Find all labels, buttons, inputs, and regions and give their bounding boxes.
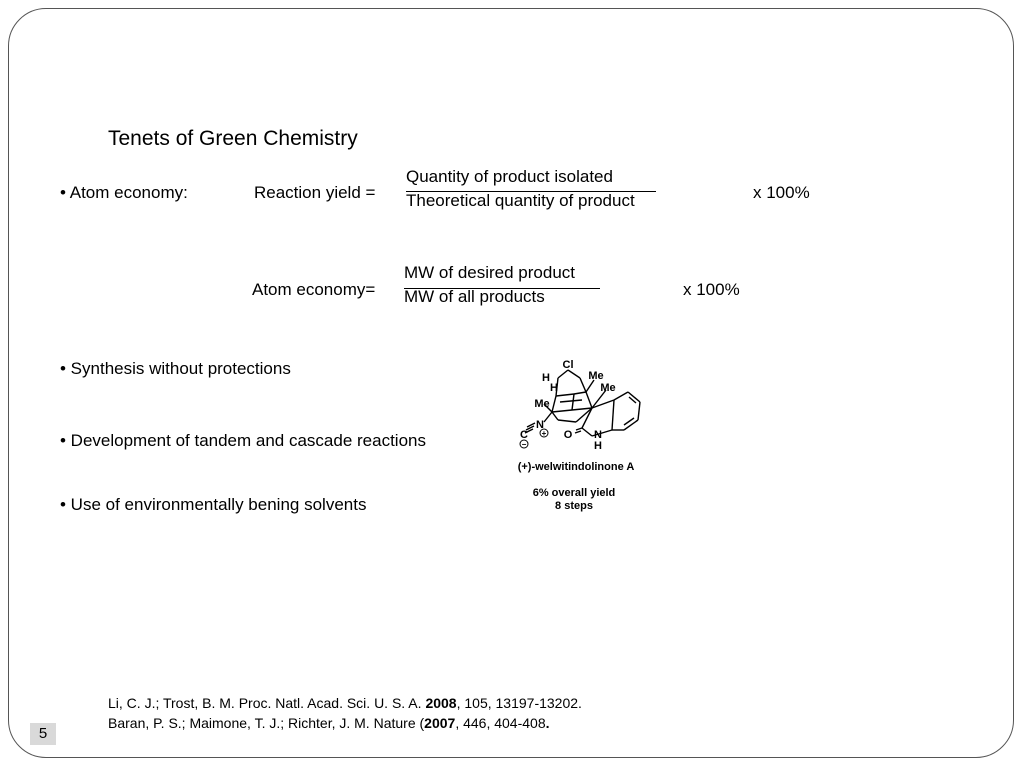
- reference-2-year: 2007: [424, 715, 456, 731]
- reaction-yield-multiplier: x 100%: [753, 183, 810, 202]
- atom-economy-numerator: MW of desired product: [404, 263, 576, 282]
- reference-1-details: , 105, 13197-13202.: [456, 695, 582, 711]
- bullet-solvents: • Use of environmentally bening solvents: [60, 495, 367, 514]
- reaction-yield-denominator: Theoretical quantity of product: [406, 191, 635, 210]
- reference-1-authors: Li, C. J.; Trost, B. M. Proc. Natl. Acad. Sci. U. S. A.: [108, 695, 426, 711]
- reference-2: [108, 715, 550, 731]
- bullet-synthesis: • Synthesis without protections: [60, 359, 291, 378]
- reference-2-authors: Baran, P. S.; Maimone, T. J.; Richter, J. M. Nature (: [108, 715, 425, 731]
- atom-cl-label: Cl: [562, 359, 574, 371]
- atom-me3-label: Me: [534, 398, 550, 410]
- positive-charge-label: +: [541, 429, 547, 438]
- atom-amide-n-label: N: [594, 429, 602, 441]
- bullet-tandem: • Development of tandem and cascade reactions: [60, 431, 426, 450]
- reference-1: [108, 695, 582, 711]
- atom-me1-label: Me: [588, 370, 604, 382]
- molecule-yield: 6% overall yield: [532, 487, 616, 499]
- reaction-yield-numerator: Quantity of product isolated: [406, 167, 613, 186]
- atom-economy-denominator: MW of all products: [404, 287, 545, 306]
- reference-1-year: 2008: [425, 695, 457, 711]
- bullet-atom-economy: • Atom economy:: [60, 183, 188, 202]
- reference-2-end: .: [545, 715, 550, 731]
- atom-isonitrile-c-label: C: [520, 429, 528, 441]
- welwitindolinone-structure: [500, 352, 660, 522]
- atom-me2-label: Me: [600, 382, 616, 394]
- atom-isonitrile-n-label: N: [536, 419, 544, 431]
- page-number: 5: [30, 723, 56, 745]
- slide-title: Tenets of Green Chemistry: [108, 127, 358, 150]
- atom-economy-label: Atom economy=: [252, 280, 376, 299]
- negative-charge-label: −: [521, 440, 527, 449]
- reference-2-details: , 446, 404-408: [455, 715, 546, 731]
- atom-h2-label: H: [550, 382, 558, 394]
- atom-economy-multiplier: x 100%: [683, 280, 740, 299]
- molecule-name: (+)-welwitindolinone A: [517, 461, 635, 473]
- molecule-steps: 8 steps: [555, 500, 593, 512]
- atom-h1-label: H: [542, 372, 550, 384]
- atom-amide-h-label: H: [594, 440, 602, 452]
- reaction-yield-label: Reaction yield =: [254, 183, 376, 202]
- atom-o-label: O: [563, 429, 573, 441]
